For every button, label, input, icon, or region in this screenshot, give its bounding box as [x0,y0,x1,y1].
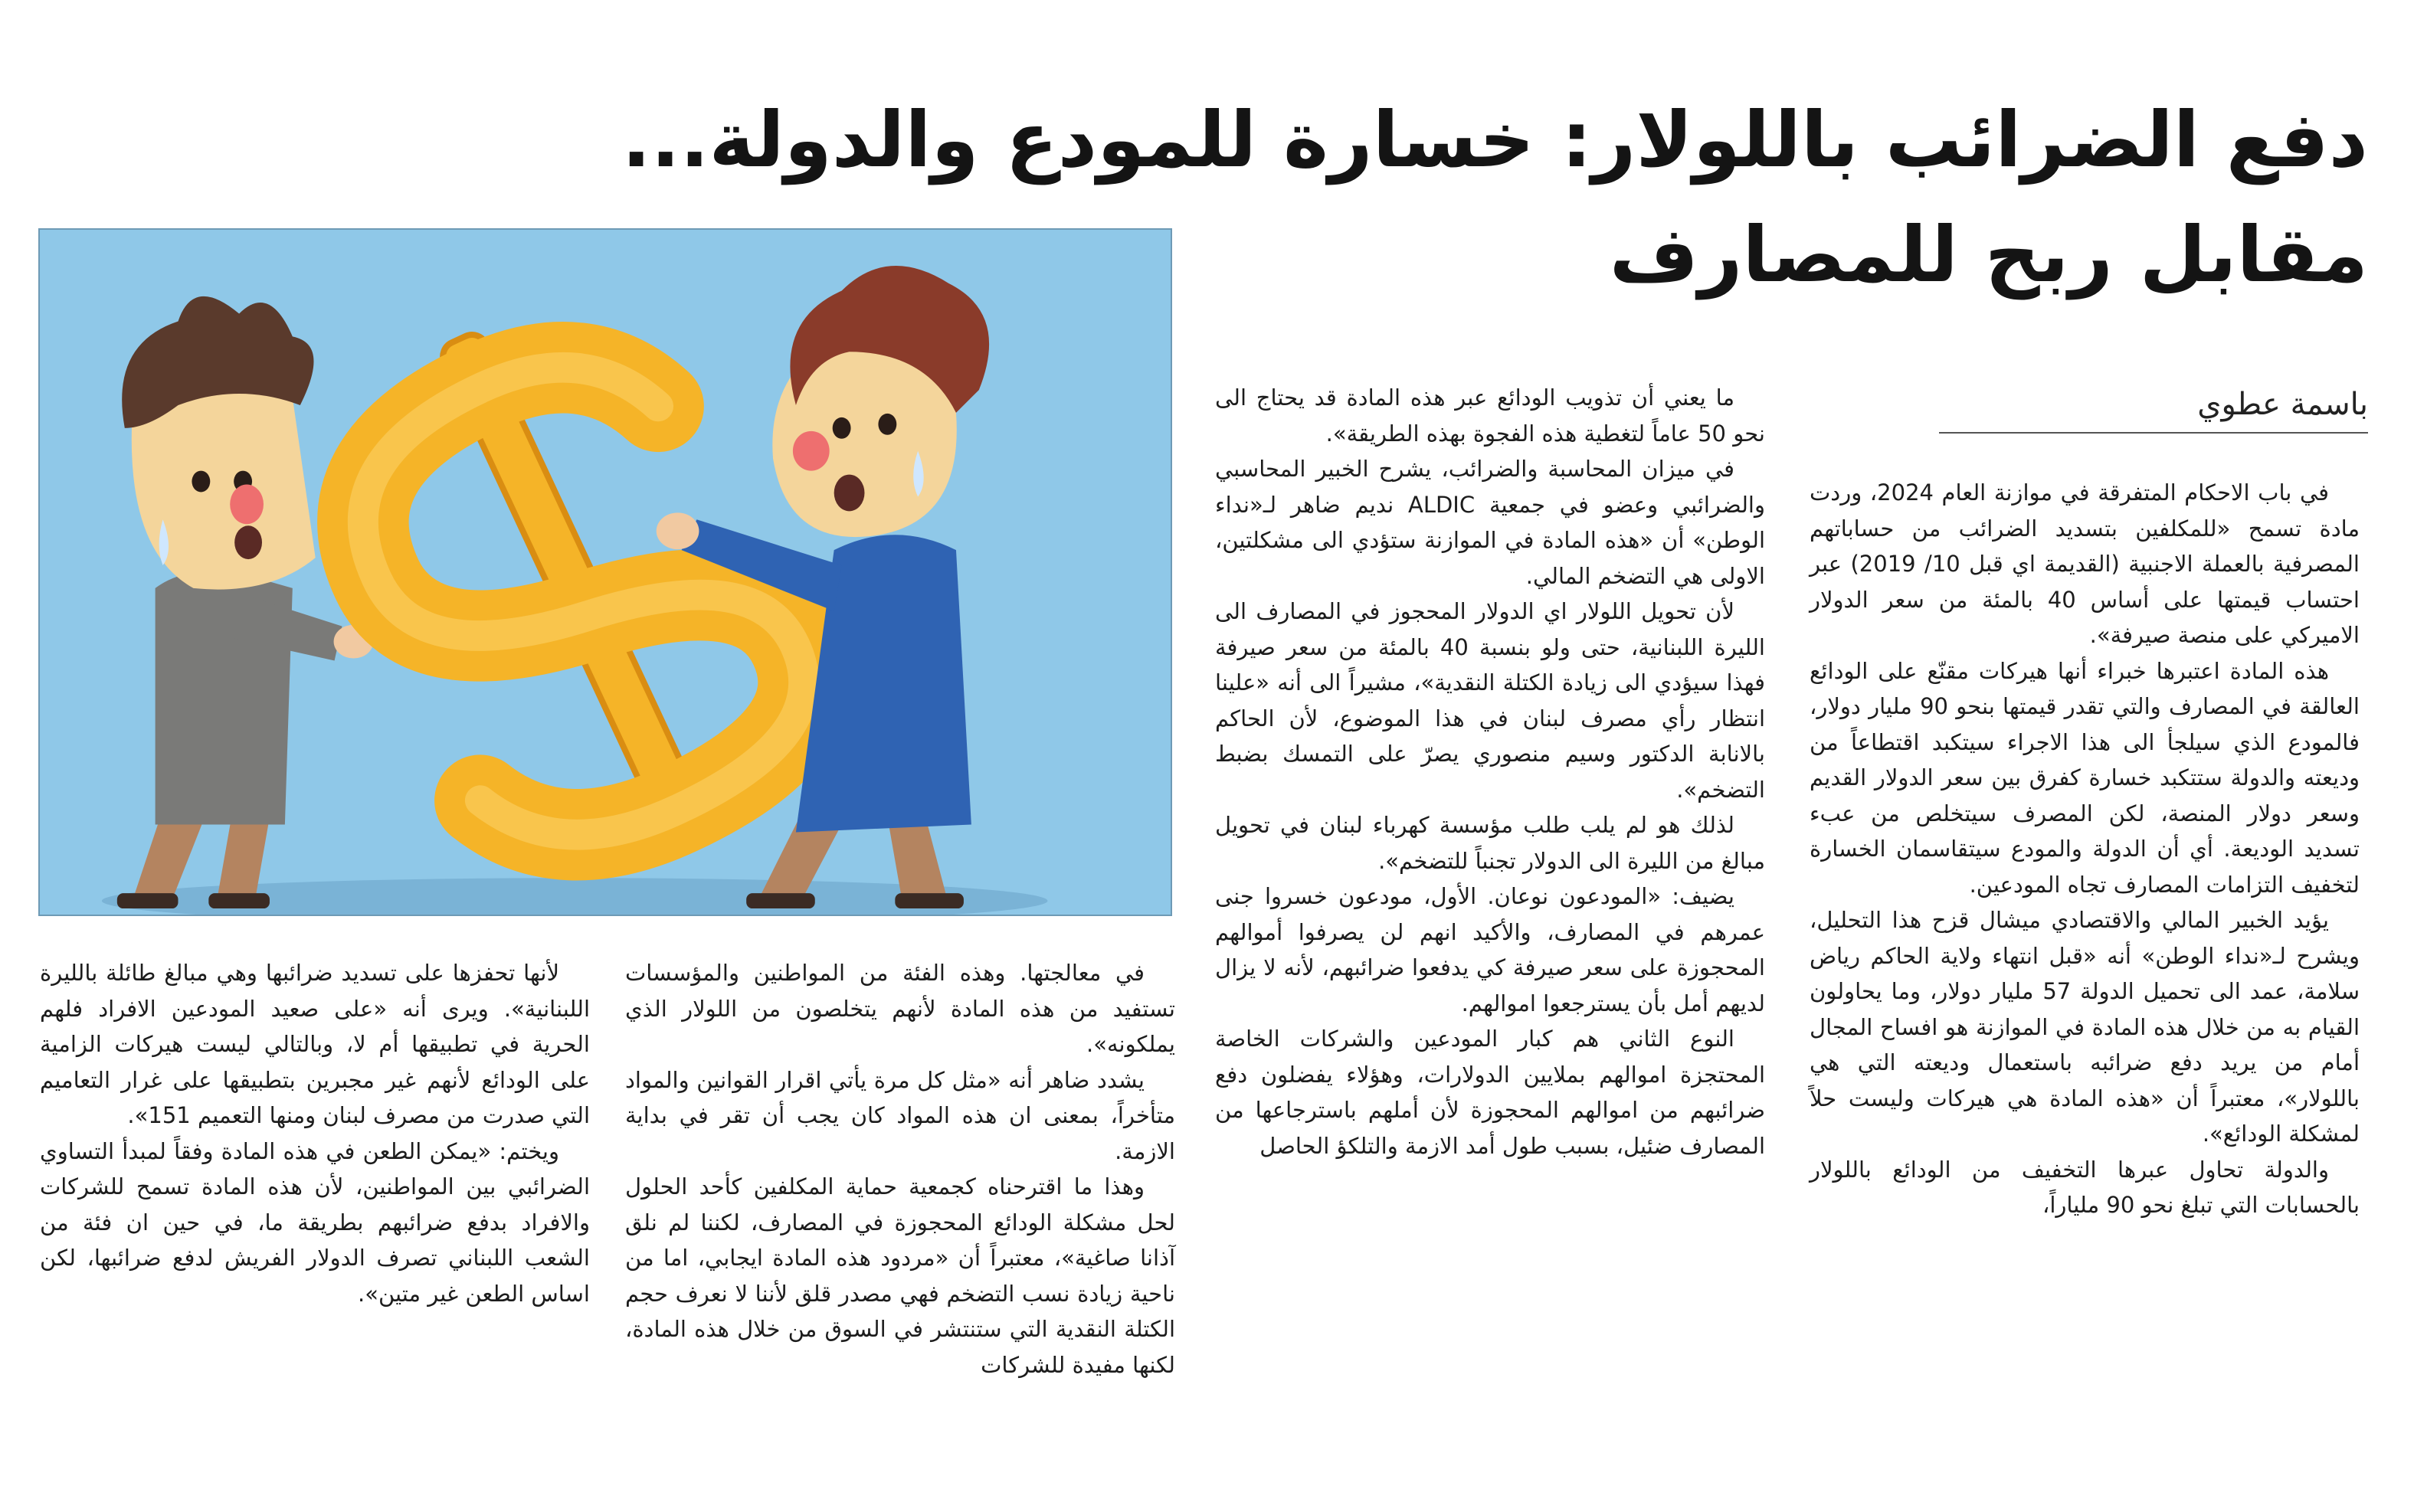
paragraph: لأنها تحفزها على تسديد ضرائبها وهي مبالغ طائلة بالليرة اللبنانية». ويرى أنه «على صعيد المودعين الافراد فلهم الحرية في تطبيقها أم لا، وبالتالي ليست هيركات الزامية على الودائع لأنهم غير مجبرين بتطبيقها على غرار التعاميم التي صدرت من مصرف لبنان ومنها التعميم 151». [40,960,590,1128]
paragraph: يشدد ضاهر أنه «مثل كل مرة يأتي اقرار القوانين والمواد متأخراً، بمعنى ان هذه المواد كان يجب أن تقر في بداية الازمة. [625,1066,1175,1164]
tug-of-war-dollar-illustration [40,230,1171,915]
paragraph: النوع الثاني هم كبار المودعين والشركات الخاصة المحتجزة اموالهم بملايين الدولارات، وهؤلاء يفضلون دفع ضرائبهم من اموالهم المحجوزة لأن أملهم باسترجاعها من المصارف ضئيل، بسبب طول أمد الازمة والتلكؤ الحاصل [1215,1026,1765,1159]
paragraph: والدولة تحاول عبرها التخفيف من الودائع باللولار بالحسابات التي تبلغ نحو 90 ملياراً، [1810,1156,2360,1218]
paragraph: هذه المادة اعتبرها خبراء أنها هيركات مقنّع على الودائع العالقة في المصارف والتي تقدر قيمتها بنحو 90 مليار دولار، فالمودع الذي سيلجأ الى هذا الاجراء سيتكبد اقتطاعاً من وديعته والدولة ستتكبد خسارة كفرق بين سعر الدولار القديم وسعر دولار المنصة، لكن المصرف سيتخلص من عبء تسديد الوديعة. أي أن الدولة والمودع سيتقاسمان الخسارة لتخفيف التزامات المصارف تجاه المودعين. [1810,657,2360,898]
paragraph: في ميزان المحاسبة والضرائب، يشرح الخبير المحاسبي والضرائبي وعضو في جمعية ALDIC نديم ضاهر لـ«نداء الوطن» أن «هذه المادة في الموازنة ستؤدي الى مشكلتين، الاولى هي التضخم المالي. [1215,456,1765,589]
paragraph: وهذا ما اقترحناه كجمعية حماية المكلفين كأحد الحلول لحل مشكلة الودائع المحجوزة في المصارف، لكننا لم نلق آذانا صاغية»، معتبراً أن «مردود هذه المادة ايجابي، اما من ناحية زيادة نسب التضخم فهي مصدر قلق لأننا لا نعرف حجم الكتلة النقدية التي ستنتشر في السوق من خلال هذه المادة، لكنها مفيدة للشركات [625,1173,1175,1378]
paragraph: في باب الاحكام المتفرقة في موازنة العام 2024، وردت مادة تسمح «للمكلفين بتسديد الضرائب من حساباتهم المصرفية بالعملة الاجنبية (القديمة اي قبل 10/ 2019) عبر احتساب قيمتها على أساس 40 بالمئة من سعر الدولار الاميركي على منصة صيرفة». [1810,479,2360,648]
article-column-3 [625,955,1175,1383]
byline: باسمة عطوي [1939,383,2368,434]
article-column-4 [40,955,590,1311]
article-column-1 [1810,475,2360,1223]
paragraph: لذلك هو لم يلب طلب مؤسسة كهرباء لبنان في تحويل مبالغ من الليرة الى الدولار تجنباً للتضخم». [1215,812,1765,874]
article-column-2 [1215,380,1765,1163]
headline-line-1: دفع الضرائب باللولار: خسارة للمودع والدولة... [621,95,2368,185]
paragraph: يؤيد الخبير المالي والاقتصادي ميشال قزح هذا التحليل، ويشرح لـ«نداء الوطن» أنه «قبل انتهاء ولاية الحاكم رياض سلامة، عمد الى تحميل الدولة 57 مليار دولار، وما يحاولون القيام به من خلال هذه المادة في الموازنة هو افساح المجال أمام من يريد دفع ضرائبه باستعمال وديعته التي هي باللولار»، معتبراً أن «هذه المادة هي هيركات وليست حلاً لمشكلة الودائع». [1810,907,2360,1147]
article-illustration [38,228,1172,916]
paragraph: ما يعني أن تذويب الودائع عبر هذه المادة قد يحتاج الى نحو 50 عاماً لتغطية هذه الفجوة بهذه الطريقة». [1215,385,1765,447]
paragraph: يضيف: «المودعون نوعان. الأول، مودعون خسروا جنى عمرهم في المصارف، والأكيد انهم لن يصرفوا أموالهم المحجوزة على سعر صيرفة كي يدفعوا ضرائبهم، لأنه لا يزال لديهم أمل بأن يسترجعوا اموالهم. [1215,883,1765,1016]
paragraph: لأن تحويل اللولار اي الدولار المحجوز في المصارف الى الليرة اللبنانية، حتى ولو بنسبة 40 بالمئة من سعر صيرفة فهذا سيؤدي الى زيادة الكتلة النقدية»، مشيراً الى أنه «علينا انتظار رأي مصرف لبنان في هذا الموضوع، لأن الحاكم بالانابة الدكتور وسيم منصوري يصرّ على التمسك بضبط التضخم». [1215,598,1765,803]
headline-line-2: مقابل ربح للمصارف [1609,210,2368,299]
paragraph: في معالجتها. وهذه الفئة من المواطنين والمؤسسات تستفيد من هذه المادة لأنهم يتخلصون من اللولار الذي يملكونه». [625,960,1175,1057]
paragraph: ويختم: «يمكن الطعن في هذه المادة وفقاً لمبدأ التساوي الضرائبي بين المواطنين، لأن هذه المادة تسمح للشركات والافراد بدفع ضرائبهم بطريقة ما، في حين ان فئة من الشعب اللبناني تصرف الدولار الفريش لدفع ضرائبها، لكن اساس الطعن غير متين». [40,1137,590,1307]
